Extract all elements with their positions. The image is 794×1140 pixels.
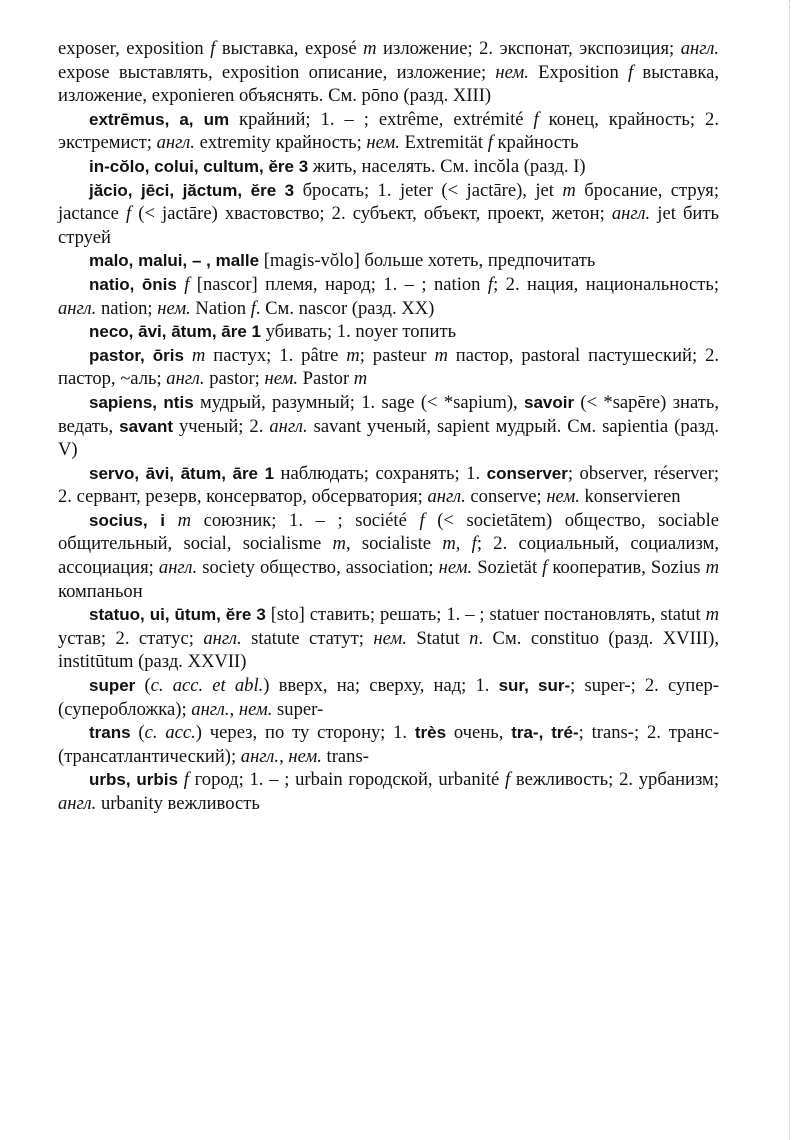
headword: super [89,676,136,696]
entry-text: society общество, association; [197,557,439,579]
headword: in-cŏlo, colui, cultum, ĕre 3 [89,156,309,176]
entry-text: крайний; 1. – ; extrême, extrémité [229,108,534,130]
grammar-label: англ. [158,557,198,579]
grammar-label: m [705,604,719,626]
grammar-label: нем. [373,627,407,649]
entry-text: conserve; [465,486,547,508]
entry-text: Sozietät [472,557,543,579]
entry-text: Extremität [399,132,488,154]
grammar-label: m, f [442,533,477,555]
headword: extrēmus, a, um [89,109,230,129]
bold-term: savoir [524,392,575,412]
entry-text: [sto] ставить; решать; 1. – ; statuer постановлять, statut [265,604,706,626]
headword: urbs, urbis [89,770,178,790]
grammar-label: англ. [611,203,651,225]
entry-text [184,345,192,366]
entry-text: устав; 2. статус; [58,627,204,649]
grammar-label: нем. [546,486,580,508]
bold-term: conserver [486,463,568,483]
entry-text: Nation [190,297,251,319]
grammar-label: англ. [680,38,720,59]
entry-text: Statut [406,627,470,649]
grammar-label: f [542,557,548,579]
grammar-label: m [353,368,368,390]
grammar-label: f [628,61,634,83]
page-edge-line [789,0,790,1140]
grammar-label: нем. [495,61,529,83]
entry-text: exposer, exposition [58,38,211,59]
entry-text: вежливость; 2. урбанизм; [510,769,719,791]
entry-text: пастор, pastoral пастушеский; 2. пастор, ~аль; [58,344,720,390]
grammar-label: англ. [427,486,466,508]
entry-text: expose выставлять, exposition описание, изложение; [58,61,496,83]
entry-text: savant ученый, sapient мудрый. См. sapientia (разд. V) [58,415,720,461]
grammar-label: c. acc. [144,722,196,744]
grammar-label: m [332,533,346,555]
headword: malo, malui, – , malle [89,251,260,271]
entry-text: очень, [446,722,512,744]
bold-term: très [414,723,447,743]
grammar-label: нем. [366,132,400,154]
entry-text: statute статут; [241,627,374,649]
grammar-label: m [705,557,719,579]
entry-text: жить, населять. См. incŏla (разд. I) [308,155,586,177]
headword: sapiens, ntis [89,392,194,412]
entry-text: выставка, exposé [215,38,364,59]
grammar-label: m [177,509,191,531]
dictionary-entry [58,344,719,391]
grammar-label: f [533,108,539,130]
entry-text: компаньон [58,580,143,602]
dictionary-entry [58,462,719,509]
entry-text: (< societātem) общество, sociable общительный, social, socialisme [58,509,720,555]
headword: neco, āvi, ātum, āre 1 [89,322,261,342]
dictionary-entry [58,273,719,320]
grammar-label: f [183,769,189,791]
entry-text: ; observer, réserver; 2. сервант, резерв, консерватор, обсерватория; [58,462,719,508]
headword: socius, i [89,510,165,530]
entry-text: союзник; 1. – ; société [191,509,420,531]
entry-text: кооператив, Sozius [547,557,706,579]
grammar-label: f [126,203,132,225]
entry-text: ( [135,675,151,697]
grammar-label: m [191,344,206,366]
dictionary-entry [58,37,719,108]
entry-text: Pastor [298,368,354,390]
entry-text: ) вверх, на; сверху, над; 1. [263,675,499,697]
entry-text: ; super-; 2. супер- (суперобложка); [58,675,719,720]
entry-text: ученый; 2. [173,415,270,437]
headword: statuo, ui, ūtum, ĕre 3 [89,605,266,625]
grammar-label: англ., нем. [191,698,273,720]
grammar-label: англ. [269,415,308,437]
grammar-label: f [419,509,425,531]
dictionary-entry [58,249,719,273]
entry-text: (< *sapēre) знать, ведать, [58,391,720,437]
grammar-label: англ. [203,627,242,649]
grammar-label: f [487,132,493,154]
headword: jăcio, jēci, jăctum, ĕre 3 [89,180,295,200]
entry-text: ) через, по ту сторону; 1. [195,722,415,744]
grammar-label: n [469,627,479,649]
entry-text: [magis-vŏlo] больше хотеть, предпочитать [259,250,596,272]
entry-text: ; trans-; 2. транс- (трансатлантический); [58,722,720,767]
entry-text: pastor; [204,368,265,390]
entry-text: extremity крайность; [194,132,367,154]
grammar-label: англ. [156,132,195,154]
entry-text: (< jactāre) хвастовство; 2. субъект, объект, проект, жетон; [131,203,612,225]
entry-text: super- [272,698,324,720]
dictionary-entry [58,674,719,721]
entry-text: ; pasteur [359,344,435,366]
headword: natio, ōnis [89,274,177,294]
grammar-label: f [184,273,190,295]
entry-text: мудрый, разумный; 1. sage (< *sapium), [193,391,524,413]
grammar-label: нем. [264,368,299,390]
entry-text: ; 2. социальный, социализм, ассоциация; [58,533,720,579]
dictionary-entry [58,768,719,815]
entry-text: ( [130,722,145,744]
grammar-label: m [434,344,448,366]
entry-text: urbanity вежливость [96,793,260,814]
entry-text: . См. nascor (разд. XX) [255,297,435,319]
grammar-label: англ. [58,297,97,319]
dictionary-entry [58,108,719,155]
dictionary-entry [58,320,719,344]
bold-term: tra-, tré- [511,723,579,743]
entry-text: ; 2. нация, национальность; [493,273,720,295]
entry-text: убивать; 1. noyer топить [260,321,457,343]
entry-text: konservieren [579,486,681,508]
headword: pastor, ōris [89,345,184,365]
dictionary-page [58,37,719,816]
entry-text: trans- [321,745,369,767]
grammar-label: m [562,179,576,201]
dictionary-entry [58,721,719,768]
entry-text: изложение; 2. экспонат, экспозиция; [376,38,681,59]
dictionary-entry [58,179,719,250]
grammar-label: англ., нем. [240,745,322,767]
entry-text: jet бить струей [58,203,719,248]
entry-text: [nascor] племя, народ; 1. – ; nation [189,273,488,295]
grammar-label: c. acc. et abl. [150,675,264,697]
entry-text: . См. constituo (разд. XVIII), institūtum (разд. XXVII) [58,627,720,673]
dictionary-entry [58,391,719,462]
dictionary-entry [58,509,719,603]
entry-text: бросать; 1. jeter (< jactāre), jet [294,179,563,201]
entry-text: Exposition [528,61,629,83]
dictionary-entry [58,155,719,179]
headword: servo, āvi, ātum, āre 1 [89,463,275,483]
bold-term: sur, sur- [498,676,571,696]
grammar-label: f [210,38,216,59]
grammar-label: англ. [58,793,97,814]
entry-text: крайность [492,132,579,154]
entry-text: бросание, струя; jactance [58,179,719,225]
dictionary-entry [58,603,719,674]
bold-term: savant [119,416,174,436]
headword: trans [89,723,131,743]
grammar-label: нем. [157,297,191,319]
grammar-label: m [363,38,377,59]
entry-text: , socialiste [345,533,443,555]
entry-text: наблюдать; сохранять; 1. [274,462,487,484]
entry-text: город; 1. – ; urbain городской, urbanité [188,769,505,791]
entry-text: конец, крайность; 2. экстремист; [58,108,719,154]
grammar-label: англ. [166,368,205,390]
grammar-label: f [250,297,256,319]
grammar-label: нем. [438,557,473,579]
grammar-label: f [487,273,494,295]
entry-text: пастух; 1. pâtre [205,344,347,366]
entry-text: nation; [96,297,158,319]
entry-text: выставка, изложение, exponieren объяснять. См. pōno (разд. XIII) [58,61,719,107]
grammar-label: m [346,344,360,366]
grammar-label: f [504,769,511,791]
entry-text [165,510,178,531]
